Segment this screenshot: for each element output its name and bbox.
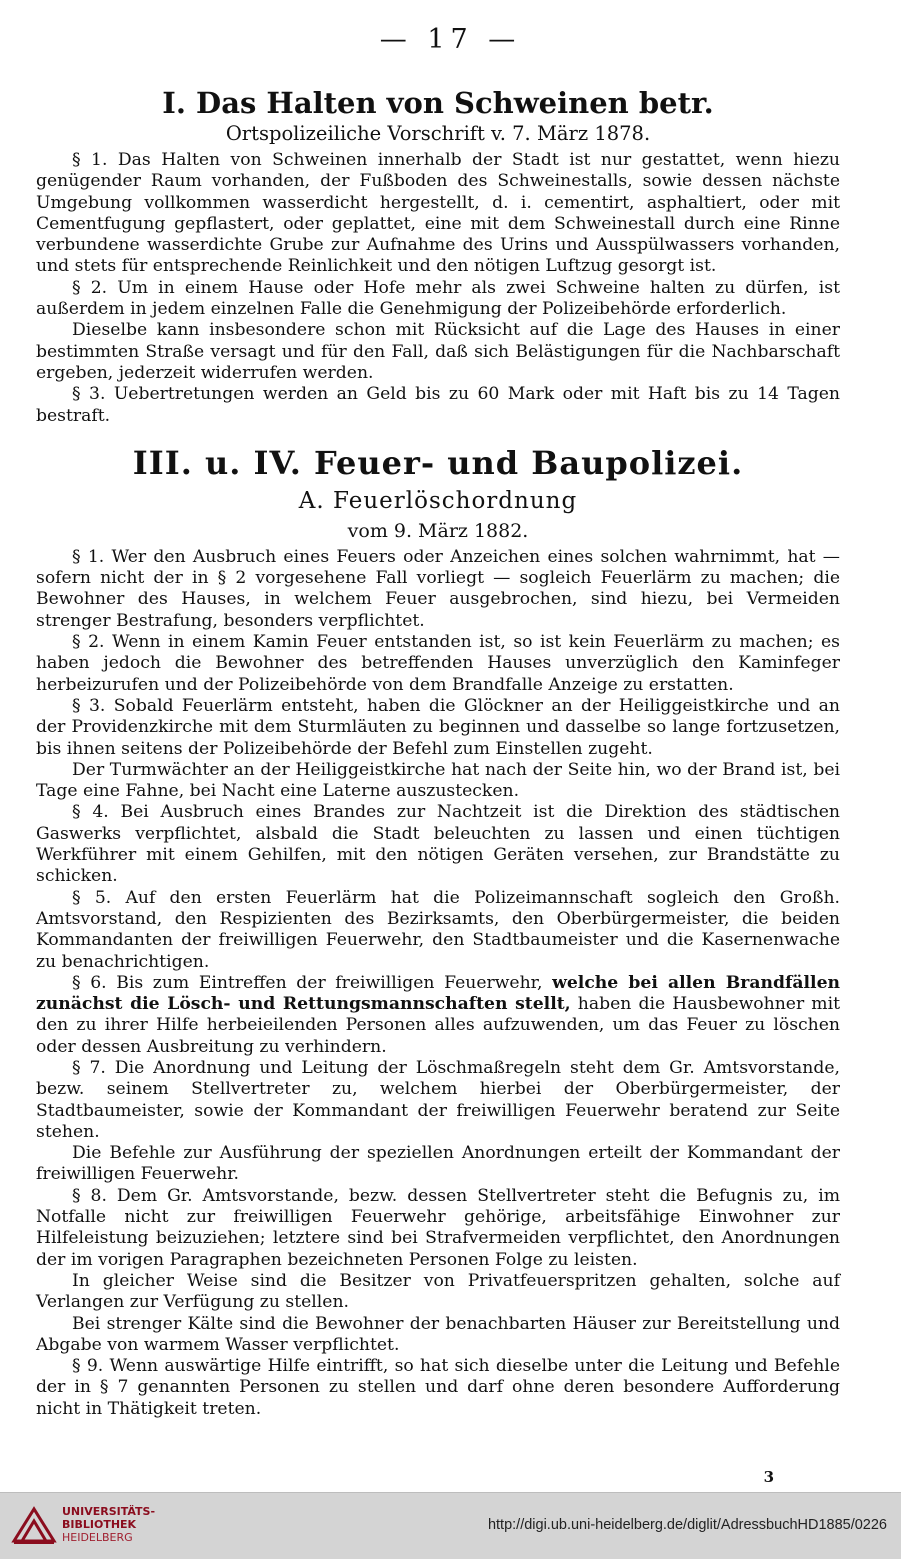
source-url-link[interactable]: http://digi.ub.uni-heidelberg.de/diglit/AdressbuchHD1885/0226 <box>487 1517 887 1533</box>
paragraph: § 9. Wenn auswärtige Hilfe eintrifft, so hat sich dieselbe unter die Leitung und Befehle der in § 7 genannten Personen zu stellen und darf ohne deren besondere Aufforderung nicht in Thätigkeit treten. <box>36 1356 840 1419</box>
paragraph: § 2. Wenn in einem Kamin Feuer entstanden ist, so ist kein Feuerlärm zu machen; es haben jedoch die Bewohner des betreffenden Hauses unverzüglich den Kaminfeger herbeizurufen und der Polizeibehörde von dem Brandfalle Anzeige zu erstatten. <box>36 632 840 695</box>
paragraph: § 4. Bei Ausbruch eines Brandes zur Nachtzeit ist die Direktion des städtischen Gaswerks verpflichtet, alsbald die Stadt beleuchten zu lassen und einen tüchtigen Werkführer mit einem Gehilfen, mit den nötigen Geräten versehen, zur Brandstätte zu schicken. <box>36 802 840 887</box>
paragraph: § 8. Dem Gr. Amtsvorstande, bezw. dessen Stellvertreter steht die Befugnis zu, im Notfalle nicht zur freiwilligen Feuerwehr gehörige, arbeitsfähige Einwohner zur Hilfeleistung beizuziehen; letztere sind bei Strafvermeiden verpflichtet, den Anordnungen der im vorigen Paragraphen bezeichneten Personen Folge zu leisten. <box>36 1185 840 1270</box>
paragraph: Bei strenger Kälte sind die Bewohner der benachbarten Häuser zur Bereitstellung und Abgabe von warmem Wasser verpflichtet. <box>36 1313 840 1355</box>
paragraph: § 1. Das Halten von Schweinen innerhalb der Stadt ist nur gestattet, wenn hiezu genügender Raum vorhanden, der Fußboden des Schweinestalls, sowie dessen nächste Umgebung vollkommen wasserdicht hergestellt, d. i. cementirt, asphaltiert, oder mit Cementfugung gepflastert, oder geplattet, eine mit dem Schweinestall durch eine Rinne verbundene wasserdichte Grube zur Aufnahme des Urins und Ausspülwassers vorhanden, und stets für entsprechende Reinlichkeit und den nötigen Luftzug gesorgt ist. <box>36 150 840 277</box>
library-name <box>62 1505 155 1544</box>
paragraph: In gleicher Weise sind die Besitzer von Privatfeuerspritzen gehalten, solche auf Verlangen zur Verfügung zu stellen. <box>36 1270 840 1313</box>
section-title-2: III. u. IV. Feuer- und Baupolizei. <box>132 443 744 482</box>
page-number: — 17 — <box>379 24 522 55</box>
paragraph: Dieselbe kann insbesondere schon mit Rücksicht auf die Lage des Hauses in einer bestimmten Straße versagt und für den Fall, daß sich Belästigungen für die Nachbarschaft ergeben, jederzeit widerrufen werden. <box>36 320 840 383</box>
section-date-2: vom 9. März 1882. <box>347 519 529 542</box>
emphasized-text: welche bei allen Brandfällen zunächst die Lösch- und Rettungsmannschaften stellt, <box>36 972 840 1015</box>
library-line: BIBLIOTHEK <box>62 1518 137 1531</box>
paragraph: § 1. Wer den Ausbruch eines Feuers oder Anzeichen eines solchen wahrnimmt, hat — sofern nicht der in § 2 vorgesehene Fall vorliegt — sogleich Feuerlärm zu machen; die Bewohner des Hauses, in welchem Feuer ausgebrochen, sind hiezu, bei Vermeiden strenger Bestrafung, besonders verpflichtet. <box>36 546 840 631</box>
paragraph: § 5. Auf den ersten Feuerlärm hat die Polizeimannschaft sogleich den Großh. Amtsvorstand, den Respizienten des Bezirksamts, den Oberbürgermeister, die beiden Kommandanten der freiwilligen Feuerwehr, den Stadtbaumeister und die Kasernenwache zu benachrichtigen. <box>36 887 840 972</box>
paragraph: § 3. Uebertretungen werden an Geld bis zu 60 Mark oder mit Haft bis zu 14 Tagen bestraft. <box>36 384 840 426</box>
library-line: UNIVERSITÄTS- <box>62 1505 156 1518</box>
section-title-1: I. Das Halten von Schweinen betr. <box>162 86 714 120</box>
page-content <box>36 78 840 1420</box>
text-run: § 6. Bis zum Eintreffen der freiwilligen Feuerwehr, <box>72 972 543 993</box>
paragraph: § 3. Sobald Feuerlärm entsteht, haben die Glöckner an der Heiliggeistkirche und an der Providenzkirche mit dem Sturmläuten zu beginnen und dasselbe so lange fortzusetzen, bis ihnen seitens der Polizeibehörde der Befehl zum Einstellen zugeht. <box>36 695 840 759</box>
footer-bar <box>0 1492 901 1559</box>
section-subtitle-2: A. Feuerlöschordnung <box>298 487 578 514</box>
library-logo-icon <box>10 1501 58 1549</box>
section-subtitle-1: Ortspolizeiliche Vorschrift v. 7. März 1878. <box>225 122 651 145</box>
paragraph <box>36 973 840 1058</box>
signature-mark: 3 <box>763 1468 774 1486</box>
paragraph: Der Turmwächter an der Heiliggeistkirche hat nach der Seite hin, wo der Brand ist, bei Tage eine Fahne, bei Nacht eine Laterne auszustecken. <box>36 759 840 802</box>
paragraph: § 7. Die Anordnung und Leitung der Löschmaßregeln steht dem Gr. Amtsvorstande, bezw. seinem Stellvertreter zu, welchem hierbei der Oberbürgermeister, der Stadtbaumeister, sowie der Kommandant der freiwilligen Feuerwehr beratend zur Seite stehen. <box>36 1057 840 1142</box>
library-line: HEIDELBERG <box>62 1531 133 1544</box>
text-run: haben die Hausbewohner mit den zu ihrer Hilfe herbeieilenden Personen alles aufzuwenden, um das Feuer zu löschen oder dessen Ausbreitung zu verhindern. <box>36 994 840 1057</box>
paragraph: § 2. Um in einem Hause oder Hofe mehr als zwei Schweine halten zu dürfen, ist außerdem in jedem einzelnen Falle die Genehmigung der Polizeibehörde erforderlich. <box>36 277 840 320</box>
paragraph: Die Befehle zur Ausführung der speziellen Anordnungen erteilt der Kommandant der freiwilligen Feuerwehr. <box>36 1143 840 1185</box>
